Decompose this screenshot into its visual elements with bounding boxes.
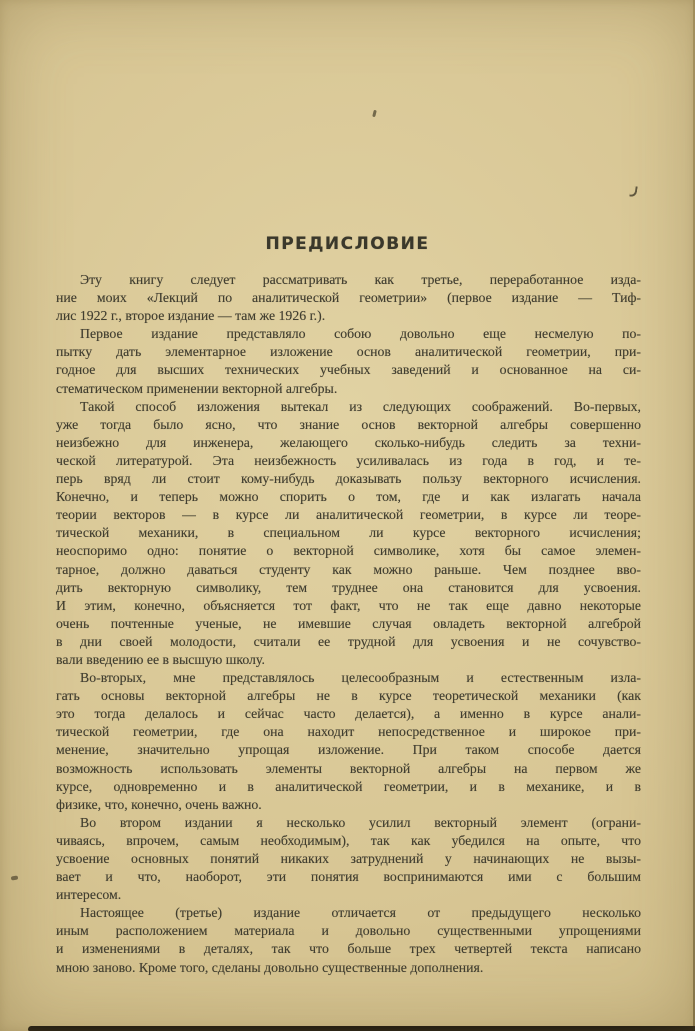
text-line: вали введению ее в высшую школу. [56, 651, 265, 667]
scan-edge-artifact [28, 1026, 695, 1031]
text-line: возможность использовать элементы векторной алгебры на первом же [56, 760, 641, 776]
text-line: ческой литературой. Эта неизбежность усиливалась из года в год, и те- [56, 452, 641, 468]
text-line: интересом. [56, 887, 122, 903]
text-line: иным расположением материала и довольно существенными упрощениями [56, 923, 641, 939]
text-line: Первое издание представляло собою довольно еще несмелую по- [80, 326, 641, 342]
text-line: тарное, должно даваться студенту как можно раньше. Чем позднее вво- [56, 561, 641, 577]
text-line: тической геометрии, где она находит непосредственное и широкое при- [56, 724, 641, 740]
text-line: курсе, одновременно и в аналитической геометрии, и в механике, и в [56, 778, 641, 794]
paper-speck [629, 186, 637, 198]
text-line: Во-вторых, мне представлялось целесообразным и естественным изла- [80, 670, 641, 686]
text-line: это тогда делалось и сейчас часто делается), а именно в курсе анали- [56, 706, 641, 722]
paper-speck [372, 110, 377, 118]
text-line: стематическом применении векторной алгебры. [56, 380, 338, 396]
paragraph [56, 398, 641, 669]
paragraph [56, 814, 641, 904]
text-line: мною заново. Кроме того, сделаны довольно существенные дополнения. [56, 959, 484, 975]
text-line: Эту книгу следует рассматривать как третье, переработанное изда- [80, 272, 641, 287]
text-line: Конечно, и теперь можно спорить о том, где и как излагать начала [56, 489, 641, 505]
paragraph [56, 904, 641, 976]
text-line: Такой способ изложения вытекал из следующих соображений. Во-первых, [80, 398, 641, 414]
text-line: вает и что, наоборот, эти понятия воспринимаются ими с большим [56, 869, 641, 885]
text-line: уже тогда было ясно, что знание основ векторной алгебры совершенно [56, 416, 641, 432]
text-line: Во втором издании я несколько усилил векторный элемент (ограни- [80, 814, 641, 830]
text-line: пытку дать элементарное изложение основ аналитической геометрии, при- [56, 344, 641, 360]
text-line: чиваясь, впрочем, самым необходимым), так как убедился на опыте, что [56, 832, 641, 848]
text-line: усвоение основных понятий никаких затруднений у начинающих не вызы- [56, 851, 641, 866]
text-line: дить векторную символику, тем труднее она становится для усвоения. [56, 579, 641, 595]
text-line: менение, значительно упрощая изложение. При таком способе дается [56, 742, 641, 758]
text-line: неизбежно для инженера, желающего сколько-нибудь следить за техни- [56, 434, 641, 450]
text-line: лис 1922 г., второе издание — там же 1926 г.). [56, 308, 326, 324]
text-line: И этим, конечно, объясняется тот факт, что не так еще давно некоторые [56, 597, 641, 613]
text-line: перь вряд ли стоит кому-нибудь доказывать пользу векторного исчисления. [56, 471, 641, 487]
text-line: физике, что, конечно, очень важно. [56, 796, 262, 812]
text-line: в дни своей молодости, считали ее трудной для усвоения и не сочувство- [56, 633, 641, 649]
paragraph [56, 669, 641, 814]
text-line: ние моих «Лекций по аналитической геометрии» (первое издание — Тиф- [56, 290, 641, 306]
text-line: теории векторов — в курсе ли аналитической геометрии, в курсе ли теоре- [56, 507, 641, 523]
page-title: ПРЕДИСЛОВИЕ [265, 234, 430, 254]
paper-speck [11, 876, 18, 881]
text-line: годное для высших технических учебных заведений и основанное на си- [56, 362, 641, 378]
preface-text [56, 271, 641, 977]
text-line: Настоящее (третье) издание отличается от предыдущего несколько [80, 905, 641, 921]
text-line: и изменениями в деталях, так что больше трех четвертей текста написано [56, 941, 641, 957]
text-line: неоспоримо одно: понятие о векторной символике, хотя бы самое элемен- [56, 543, 641, 559]
text-line: очень почтенные ученые, не имевшие случая овладеть векторной алгеброй [56, 615, 641, 631]
paragraph [56, 271, 641, 325]
paragraph [56, 325, 641, 397]
text-line: гать основы векторной алгебры не в курсе теоретической механики (как [56, 688, 641, 704]
text-line: тической механики, в специальном ли курсе векторного исчисления; [56, 525, 641, 541]
